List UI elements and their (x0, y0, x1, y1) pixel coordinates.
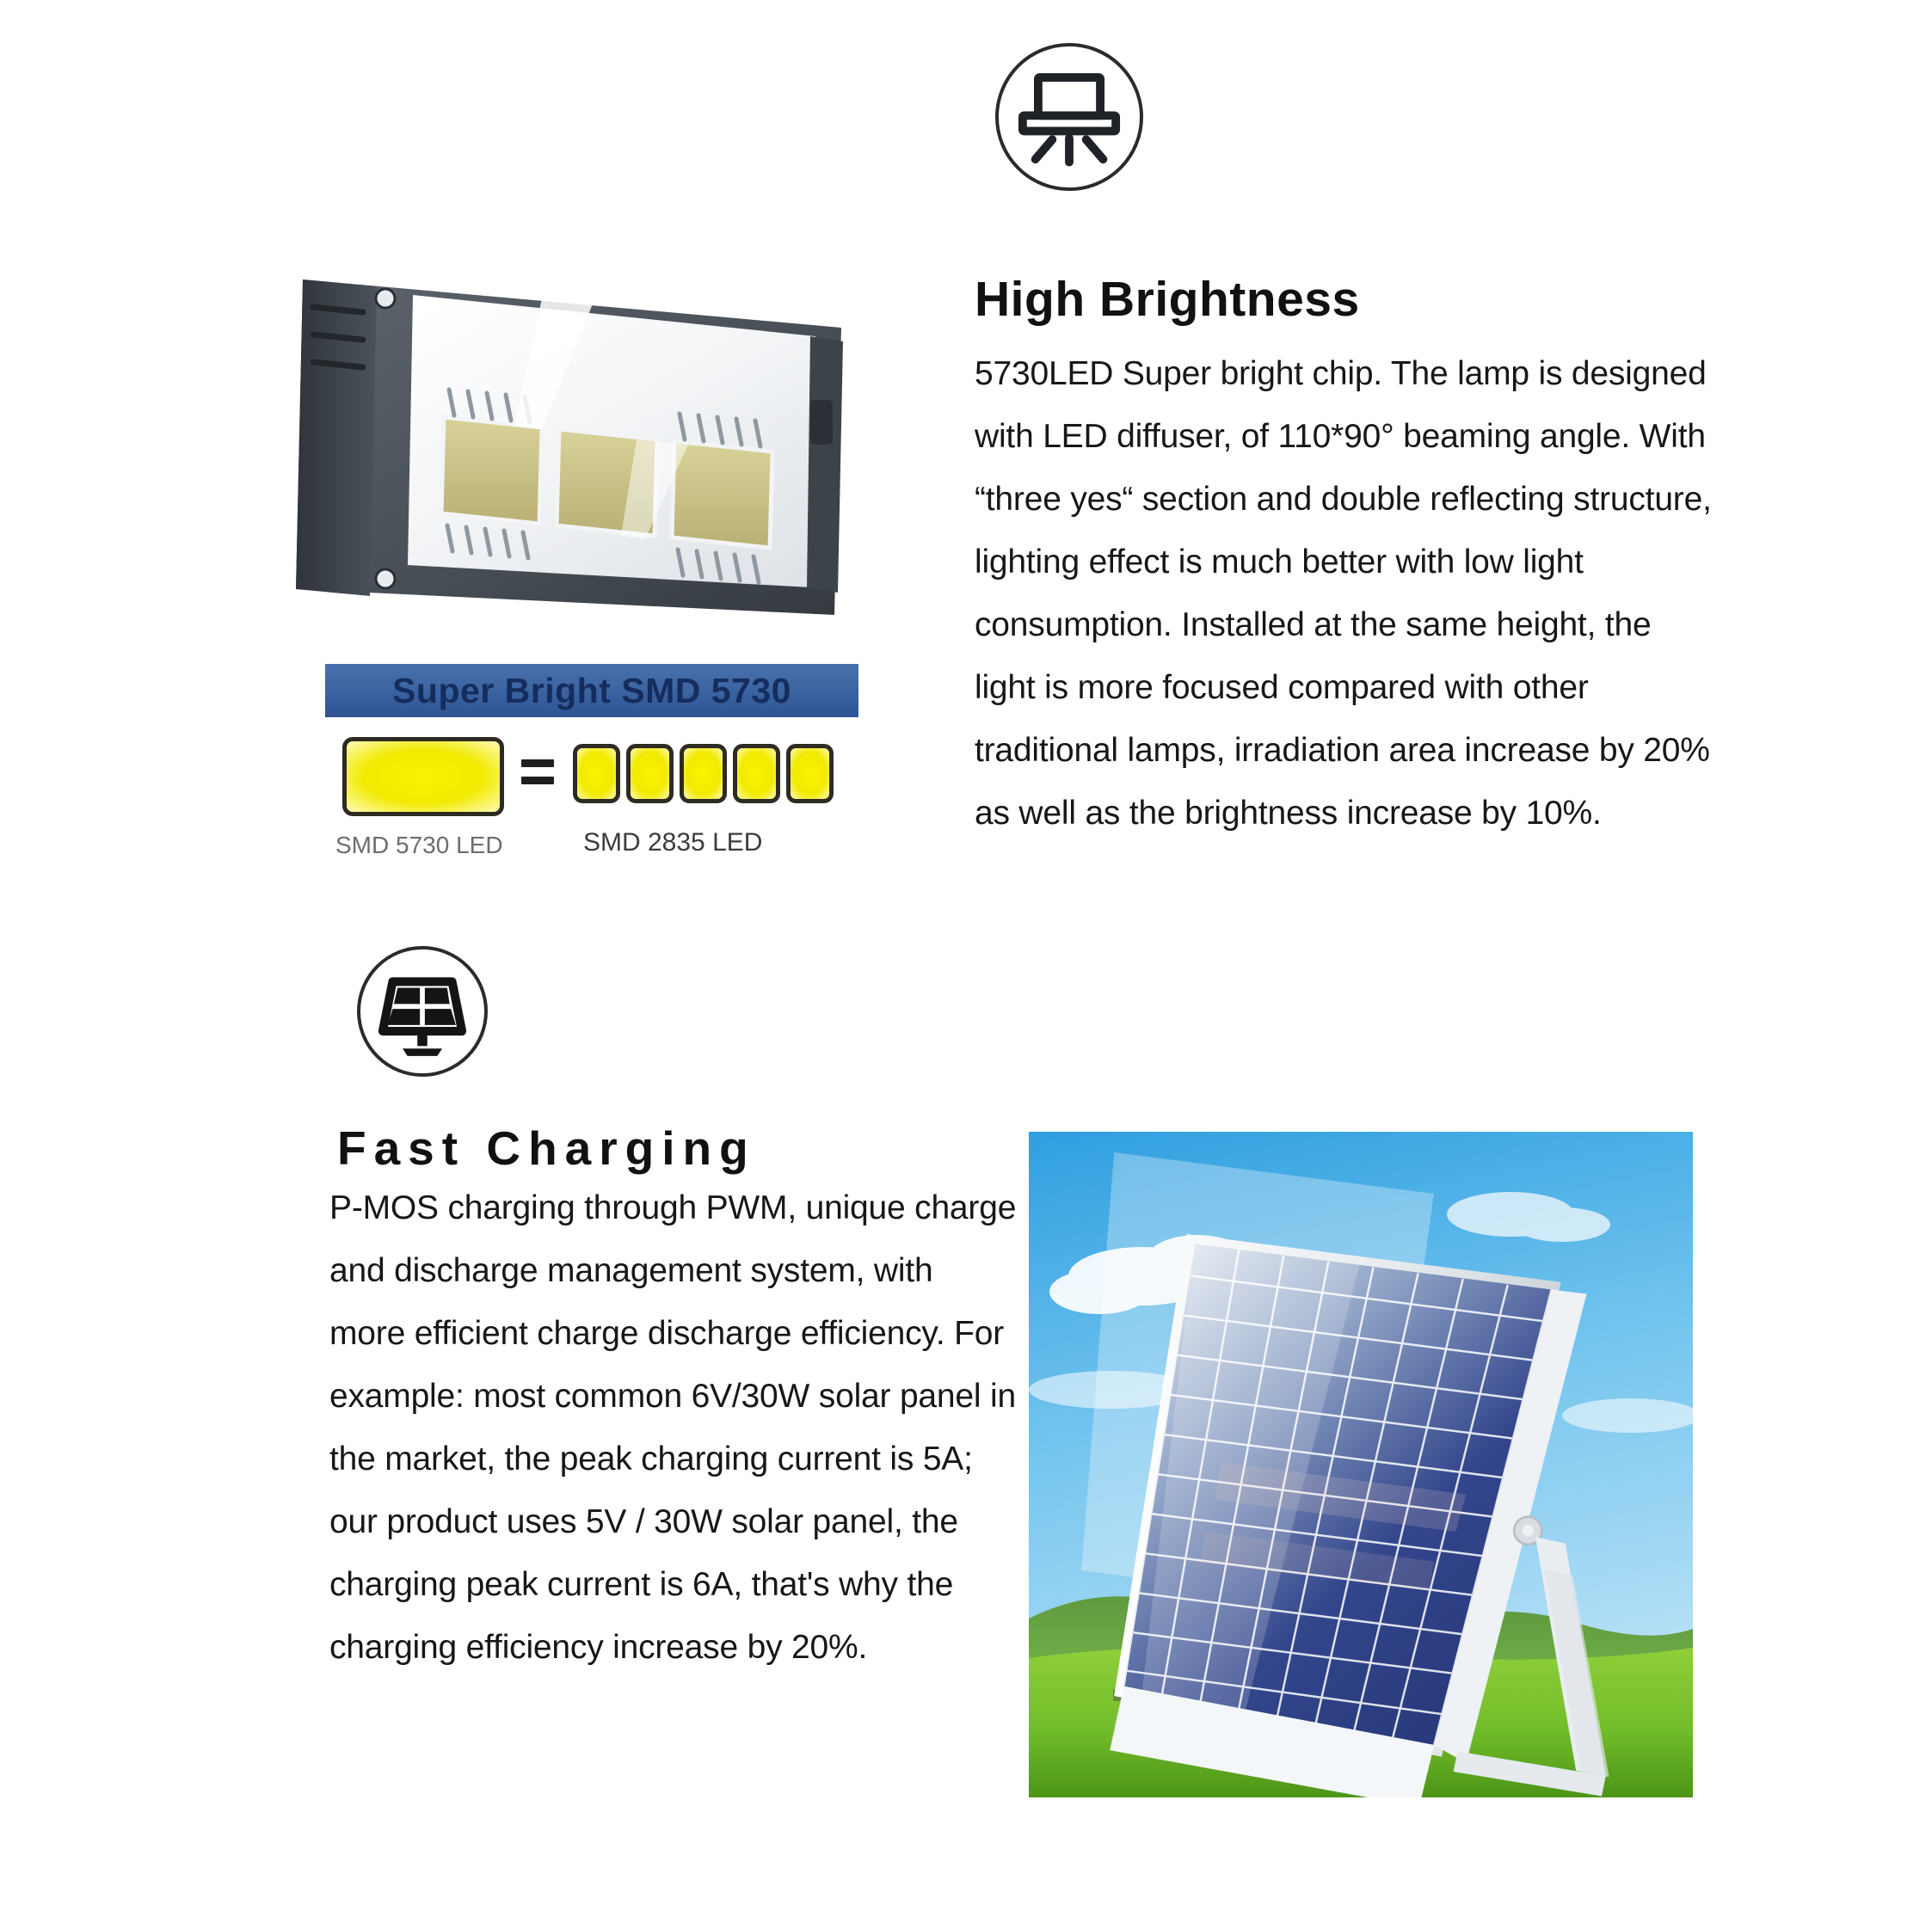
smd-comparison-diagram (325, 735, 867, 864)
solar-panel-product-image (1029, 1132, 1693, 1797)
high-brightness-heading: High Brightness (975, 272, 1360, 328)
fast-charging-heading: Fast Charging (337, 1121, 756, 1175)
equals-icon (521, 759, 554, 792)
smd-banner (325, 664, 858, 717)
floodlight-product-image (284, 245, 860, 641)
floodlight-icon (995, 43, 1143, 191)
fast-charging-body: P-MOS charging through PWM, unique charge and discharge management system, with more efficient charge discharge efficiency. For example: most common 6V/30W solar panel in the market, the peak charging current is 5A; our product uses 5V / 30W solar panel, the charging peak current is 6A, that's why the charging efficiency increase by 20%. (329, 1189, 1017, 1666)
smd-2835-caption: SMD 2835 LED (583, 828, 763, 857)
smd-5730-chip (342, 737, 504, 816)
smd-banner-label: Super Bright SMD 5730 (392, 670, 791, 710)
high-brightness-body: 5730LED Super bright chip. The lamp is designed with LED diffuser, of 110*90° beaming angle. With “three yes“ section and double reflecting structure, lighting effect is much better with low light consumption. Installed at the same height, the light is more focused compared with other traditional lamps, irradiation area increase by 20% as well as the brightness increase by 10%. (975, 355, 1712, 832)
smd-2835-chip (733, 744, 780, 803)
solar-panel-icon (357, 946, 488, 1077)
smd-2835-chip (626, 744, 674, 803)
smd-2835-chip-row (573, 744, 834, 803)
smd-2835-chip (680, 744, 727, 803)
smd-2835-chip (786, 744, 834, 803)
smd-2835-chip (573, 744, 620, 803)
smd-5730-caption: SMD 5730 LED (335, 832, 503, 858)
